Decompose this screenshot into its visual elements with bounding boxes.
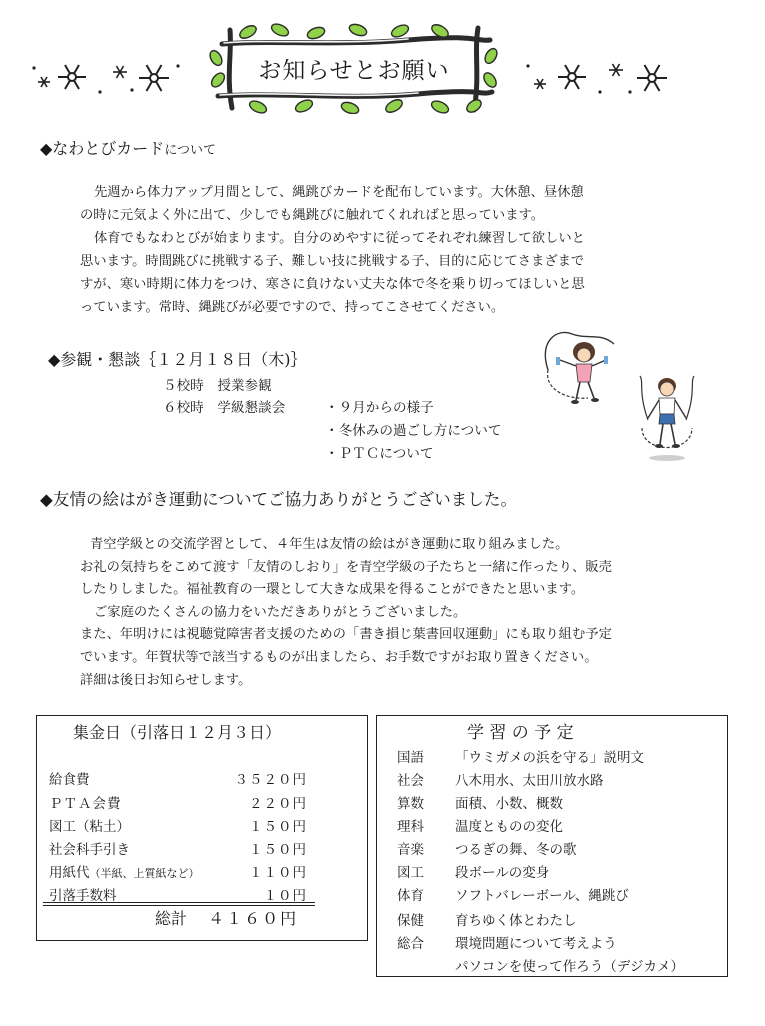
paragraph-line: ご家庭のたくさんの協力をいただきありがとうございました。 — [94, 604, 467, 620]
nawatobi-paragraph — [80, 181, 585, 319]
schedule-content: 「ウミガメの浜を守る」説明文 — [455, 750, 644, 766]
schedule-content: パソコンを使って作ろう（デジカメ） — [455, 959, 684, 975]
paragraph-line: 思います。時間跳びに挑戦する子、難しい技に挑戦する子、目的に応じてさまざまで — [80, 254, 585, 269]
topic-item: ・冬休みの過ごし方について — [325, 423, 502, 439]
schedule-content: 育ちゆく体とわたし — [455, 913, 577, 929]
paragraph-line: 青空学級との交流学習として、４年生は友情の絵はがき運動に取り組みました。 — [90, 537, 569, 552]
fee-amount: ２２０円 — [249, 796, 307, 812]
schedule-subject: 算数 — [397, 796, 424, 812]
schedule-subject: 理科 — [397, 819, 424, 835]
fee-label: ＰＴＡ会費 — [49, 796, 122, 812]
paragraph-line: 先週から体力アップ月間として、縄跳びカードを配布しています。大休憩、昼休憩 — [94, 185, 584, 200]
paragraph-line: 詳細は後日お知らせします。 — [80, 672, 252, 688]
paragraph-line: また、年明けには視聴覚障害者支援のための「書き損じ葉書回収運動」にも取り組む予定 — [80, 627, 612, 643]
total-label: 総計 — [155, 909, 188, 928]
paragraph-line: お礼の気持ちをこめて渡す「友情のしおり」を青空学級の子たちと一緒に作ったり、販売 — [80, 559, 612, 575]
fee-amount: １０円 — [263, 888, 307, 904]
schedule-subject: 体育 — [397, 888, 424, 904]
schedule-content: 段ボールの変身 — [455, 865, 550, 881]
yujou-paragraph — [80, 534, 612, 692]
fee-label: 図工（粘土） — [49, 819, 130, 835]
schedule-title: 学 習 の 予 定 — [467, 723, 574, 743]
fee-label: 用紙代 — [49, 865, 90, 881]
paragraph-line: でいます。年賀状等で該当するものが出ましたら、お手数ですがお取り置きください。 — [80, 649, 598, 665]
fee-label: 引落手数料 — [49, 888, 117, 904]
topic-item: ・９月からの様子 — [325, 400, 434, 416]
nawatobi-heading-main: ◆なわとびカード — [40, 139, 165, 158]
schedule-subject: 音楽 — [397, 842, 424, 858]
paragraph-line: 体育でもなわとびが始まります。自分のめやすに従ってそれぞれ練習して欲しいと — [94, 231, 585, 246]
topic-item: ・ＰＴＣについて — [325, 446, 434, 462]
paragraph-line: すが、寒い時期に体力をつけ、寒さに負けない丈夫な体で冬を乗り切ってほしいと思 — [80, 277, 585, 292]
paragraph-line: の時に元気よく外に出て、少しでも縄跳びに触れてくれればと思っています。 — [80, 208, 545, 223]
total-row — [155, 906, 298, 929]
page-title: お知らせとお願い — [258, 58, 450, 84]
schedule-content: ソフトバレーボール、縄跳び — [455, 888, 629, 904]
schedule-content: 八木用水、太田川放水路 — [455, 773, 604, 789]
schedule-subject: 社会 — [397, 773, 424, 789]
jump-rope-girl-illustration — [538, 330, 622, 412]
total-amount: ４１６０円 — [208, 909, 299, 928]
snowflake-icon — [38, 65, 169, 91]
fee-box-title: 集金日（引落日１２月３日） — [73, 723, 282, 742]
schedule-content: つるぎの舞、冬の歌 — [455, 842, 577, 858]
nawatobi-heading-suffix: について — [164, 143, 217, 158]
schedule-content: 温度とものの変化 — [455, 819, 563, 835]
schedule-content: 環境問題について考えよう — [455, 936, 617, 952]
fee-box — [36, 715, 368, 941]
paragraph-line: したりしました。福祉教育の一環として大きな成果を得ることができたと思います。 — [80, 582, 585, 598]
nawatobi-heading — [40, 136, 216, 159]
fee-amount: １１０円 — [249, 865, 307, 881]
snowflake-group-right — [520, 56, 680, 98]
snowflake-group-left — [28, 56, 188, 98]
schedule-subject: 国語 — [397, 750, 424, 766]
paragraph-line: っています。常時、縄跳びが必要ですので、持ってこさせてください。 — [80, 300, 505, 315]
sankan-heading: ◆参観・懇談｛１２月１８日（木)｝ — [48, 350, 307, 369]
fee-amount: １５０円 — [249, 842, 307, 858]
schedule-subject: 総合 — [397, 936, 424, 952]
schedule-subject: 図工 — [397, 865, 424, 881]
jump-rope-boy-illustration — [630, 372, 704, 464]
total-divider — [43, 902, 315, 903]
fee-label: 給食費 — [49, 772, 90, 788]
schedule-content: 面積、小数、概数 — [455, 796, 563, 812]
schedule-box — [376, 715, 728, 977]
schedule-subject: 保健 — [397, 913, 424, 929]
fee-amount: １５０円 — [249, 819, 307, 835]
period5-text: ５校時 授業参観 — [163, 378, 272, 394]
yujou-heading: ◆友情の絵はがき運動についてご協力ありがとうございました。 — [40, 490, 518, 509]
fee-amount: ３５２０円 — [234, 772, 307, 788]
snowflake-icon — [534, 64, 667, 91]
fee-label: 社会科手引き — [49, 842, 130, 858]
fee-note: （半紙、上質紙など） — [89, 867, 200, 880]
period6-text: ６校時 学級懇談会 — [163, 400, 286, 416]
